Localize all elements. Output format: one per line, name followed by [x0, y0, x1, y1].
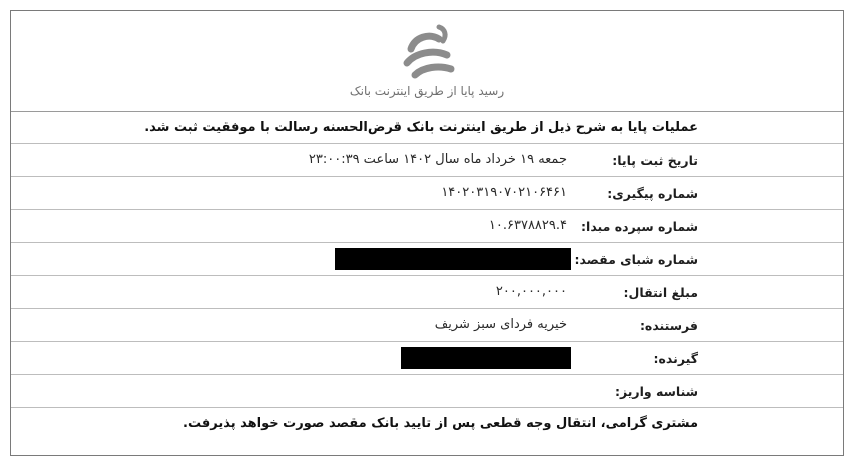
field-label: فرستنده: — [639, 318, 698, 333]
field-value: ۱۰.۶۳۷۸۸۲۹.۴ — [488, 218, 567, 233]
field-label: شماره سپرده مبدا: — [581, 219, 698, 234]
field-row-receiver — [11, 342, 843, 375]
field-label: تاریخ ثبت پایا: — [612, 153, 698, 168]
footer-note: مشتری گرامی، انتقال وجه قطعی پس از تایید بانک مقصد صورت خواهد پذیرفت. — [183, 416, 698, 431]
field-label: مبلغ انتقال: — [623, 285, 698, 300]
field-label: گیرنده: — [653, 351, 698, 366]
receipt-header — [11, 11, 843, 112]
field-row-sender — [11, 309, 843, 342]
field-row-tracking — [11, 177, 843, 210]
field-label: شماره شبای مقصد: — [574, 252, 698, 267]
field-label: شماره پیگیری: — [607, 186, 698, 201]
redacted-value — [401, 347, 571, 369]
field-row-amount — [11, 276, 843, 309]
success-banner — [11, 112, 843, 144]
field-value: ۲۰۰,۰۰۰,۰۰۰ — [495, 284, 567, 299]
field-value: ۱۴۰۲۰۳۱۹۰۷۰۲۱۰۶۴۶۱ — [441, 185, 567, 200]
bank-logo-icon — [395, 19, 459, 83]
receipt — [10, 10, 844, 456]
field-row-date — [11, 144, 843, 177]
field-row-source-account — [11, 210, 843, 243]
field-row-destination-sheba — [11, 243, 843, 276]
field-value: جمعه ۱۹ خرداد ماه سال ۱۴۰۲ ساعت ۲۳:۰۰:۳۹ — [308, 152, 567, 167]
redacted-value — [335, 248, 571, 270]
success-message: عملیات پایا به شرح ذیل از طریق اینترنت بانک قرض‌الحسنه رسالت با موفقیت ثبت شد. — [144, 120, 698, 135]
field-label: شناسه واریز: — [614, 384, 698, 399]
field-value: خیریه فردای سبز شریف — [434, 317, 567, 332]
receipt-footer — [11, 408, 843, 439]
receipt-subtitle: رسید پایا از طریق اینترنت بانک — [349, 84, 505, 98]
field-row-deposit-id — [11, 375, 843, 408]
